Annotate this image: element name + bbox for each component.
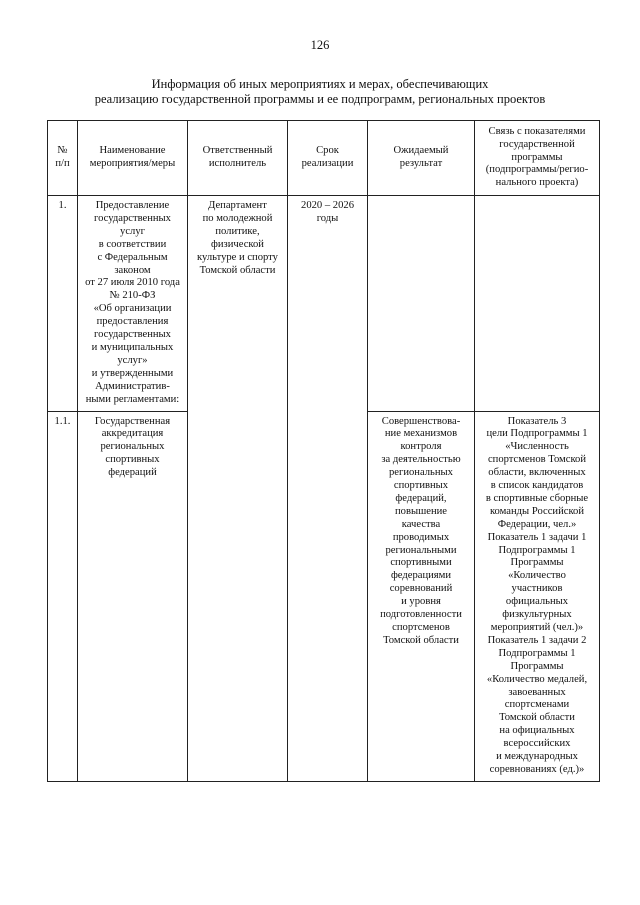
cell-line: Государственная: [94, 415, 171, 427]
cell-line: аккредитация: [101, 428, 164, 440]
cell-line: спортсменов: [392, 622, 450, 633]
cell-line: региональных: [389, 467, 453, 479]
cell-line: спортсменами: [504, 699, 570, 711]
cell-line: Программы: [510, 557, 564, 569]
header-indicator-link: Связь с показателями государственной программы (подпрограммы/регио- нального проекта): [475, 121, 600, 196]
cell-line: Показатель 1 задачи 2: [487, 634, 587, 646]
executor: [188, 196, 288, 782]
cell-line: от 27 июля 2010 года: [85, 277, 180, 289]
cell-line: и муниципальных: [91, 341, 174, 353]
header-row: [48, 121, 600, 196]
header-term: Срок реализации: [288, 121, 368, 196]
cell-line: на официальных: [499, 725, 575, 737]
cell-line: контроля: [400, 441, 442, 453]
cell-line: соревнований: [389, 583, 453, 595]
cell-line: мероприятий (чел.)»: [490, 622, 584, 633]
cell-line: по молодежной: [202, 212, 273, 224]
cell-line: за деятельностью: [381, 454, 461, 466]
cell-line: Департамент: [208, 200, 267, 211]
cell-line: федераций,: [395, 492, 447, 504]
cell-line: годы: [316, 212, 339, 224]
cell-line: Программы: [510, 660, 564, 672]
cell-line: Томской области: [383, 634, 459, 646]
header-number: № п/п: [48, 121, 78, 196]
cell-line: государственных: [94, 212, 171, 224]
cell-line: ние механизмов: [384, 428, 458, 440]
cell-line: Административ-: [95, 380, 170, 392]
cell-line: федерациями: [390, 570, 452, 582]
cell-line: «Количество медалей,: [486, 673, 588, 685]
header-executor: Ответственный исполнитель: [188, 121, 288, 196]
header-measure-name: Наименование мероприятия/меры: [78, 121, 188, 196]
cell-line: команды Российской: [489, 505, 585, 517]
cell-line: спортивными: [390, 557, 452, 569]
cell-line: спортсменов Томской: [487, 454, 587, 466]
cell-line: региональными: [385, 544, 457, 556]
cell-line: услуг»: [117, 354, 148, 366]
expected-result: [368, 196, 475, 412]
cell-line: культуре и спорту: [197, 251, 278, 263]
cell-line: Федерации, чел.»: [497, 518, 577, 530]
cell-line: в список кандидатов: [490, 480, 584, 492]
cell-line: федераций: [108, 467, 157, 479]
cell-line: области, включенных: [488, 467, 586, 479]
cell-line: услуг: [120, 225, 145, 237]
cell-line: и международных: [496, 751, 578, 763]
cell-line: качества: [401, 518, 441, 530]
table-row: [48, 196, 600, 412]
measure-name: [78, 196, 188, 412]
cell-line: Подпрограммы 1: [498, 544, 576, 556]
cell-line: спортивных: [105, 454, 160, 466]
cell-line: Подпрограммы 1: [498, 647, 576, 659]
cell-line: политике,: [215, 225, 260, 237]
cell-line: региональных: [100, 441, 165, 453]
cell-line: физической: [211, 238, 264, 250]
title-line: Информация об иных мероприятиях и мерах, обеспечивающих: [151, 77, 489, 91]
cell-line: проводимых: [392, 531, 450, 543]
cell-line: Томской области: [499, 712, 575, 724]
cell-line: с Федеральным: [97, 251, 168, 263]
cell-line: спортивных: [393, 480, 449, 492]
cell-line: «Численность: [505, 441, 569, 453]
cell-line: и уровня: [401, 596, 441, 608]
cell-line: в соответствии: [98, 238, 167, 250]
cell-line: законом: [114, 264, 151, 276]
cell-line: предоставления: [96, 316, 169, 328]
expected-result: [368, 411, 475, 781]
term: [288, 196, 368, 782]
cell-line: «Количество: [508, 570, 566, 582]
header-expected-result: Ожидаемый результат: [368, 121, 475, 196]
cell-line: 2020 – 2026: [301, 200, 354, 211]
cell-line: Совершенствова-: [381, 415, 461, 427]
cell-line: и утвержденными: [91, 367, 174, 379]
measures-table: [47, 120, 600, 782]
cell-line: ными регламентами:: [85, 393, 180, 405]
title-line: реализацию государственной программы и ее подпрограмм, региональных проектов: [94, 92, 546, 106]
cell-line: цели Подпрограммы 1: [486, 428, 588, 440]
cell-line: Предоставление: [95, 200, 170, 211]
cell-line: физкультурных: [502, 609, 572, 621]
cell-line: государственных: [94, 329, 171, 341]
measure-name: [78, 411, 188, 781]
cell-line: повышение: [395, 505, 447, 517]
row-number: 1.: [48, 196, 78, 412]
cell-line: в спортивные сборные: [485, 492, 589, 504]
cell-line: завоеванных: [508, 686, 566, 698]
document-title: [40, 77, 600, 107]
cell-line: Томской области: [199, 264, 276, 276]
cell-line: подготовленности: [380, 609, 462, 621]
row-number: 1.1.: [48, 411, 78, 781]
cell-line: Показатель 3: [507, 415, 567, 427]
cell-line: официальных: [505, 596, 569, 608]
cell-line: соревнованиях (ед.)»: [489, 763, 585, 775]
page-number: 126: [310, 38, 330, 52]
cell-line: Показатель 1 задачи 1: [487, 531, 587, 543]
indicator-link: [475, 196, 600, 412]
cell-line: № 210-ФЗ: [109, 290, 156, 302]
indicator-link: [475, 411, 600, 781]
cell-line: «Об организации: [93, 303, 172, 315]
cell-line: всероссийских: [503, 738, 571, 750]
cell-line: участников: [511, 583, 563, 595]
